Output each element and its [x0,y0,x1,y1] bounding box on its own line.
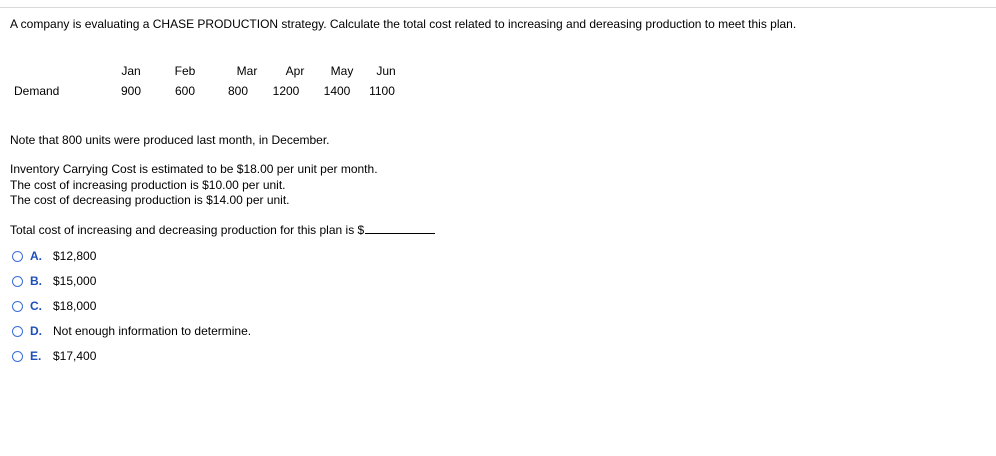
answer-blank [365,223,435,234]
option-letter: D. [30,324,42,338]
option-d[interactable] [12,323,251,339]
carrying-cost-text: Inventory Carrying Cost is estimated to be $18.00 per unit per month. [10,162,378,176]
option-c[interactable] [12,298,96,314]
top-divider [0,7,996,8]
prompt-text: Total cost of increasing and decreasing production for this plan is $ [10,223,365,237]
answer-prompt [10,223,435,237]
option-a[interactable] [12,248,96,264]
option-letter: A. [30,249,42,263]
question-text: A company is evaluating a CHASE PRODUCTION strategy. Calculate the total cost related to increasing and dereasing production to meet this plan. [10,17,797,31]
month-header: Jan [121,64,141,78]
month-header: Feb [174,64,196,78]
increase-cost-text: The cost of increasing production is $10.00 per unit. [10,178,286,192]
radio-icon[interactable] [12,351,23,362]
note-text: Note that 800 units were produced last month, in December. [10,133,330,147]
month-header: Apr [285,64,305,78]
option-text: $15,000 [53,274,97,288]
radio-icon[interactable] [12,301,23,312]
option-text: $17,400 [53,349,97,363]
radio-icon[interactable] [12,326,23,337]
option-text: $12,800 [53,249,97,263]
demand-value: 1100 [369,84,395,98]
option-e[interactable] [12,348,96,364]
option-b[interactable] [12,273,96,289]
month-header: May [330,64,354,78]
option-letter: B. [30,274,42,288]
radio-icon[interactable] [12,276,23,287]
decrease-cost-text: The cost of decreasing production is $14.00 per unit. [10,193,290,207]
option-text: Not enough information to determine. [53,324,252,338]
option-letter: C. [30,299,42,313]
month-header: Mar [236,64,258,78]
option-letter: E. [30,349,42,363]
demand-value: 1400 [323,84,351,98]
demand-value: 800 [227,84,249,98]
demand-value: 900 [120,84,142,98]
month-header: Jun [376,64,396,78]
radio-icon[interactable] [12,251,23,262]
demand-value: 600 [174,84,196,98]
option-text: $18,000 [53,299,97,313]
demand-value: 1200 [272,84,300,98]
demand-label: Demand [14,84,60,98]
